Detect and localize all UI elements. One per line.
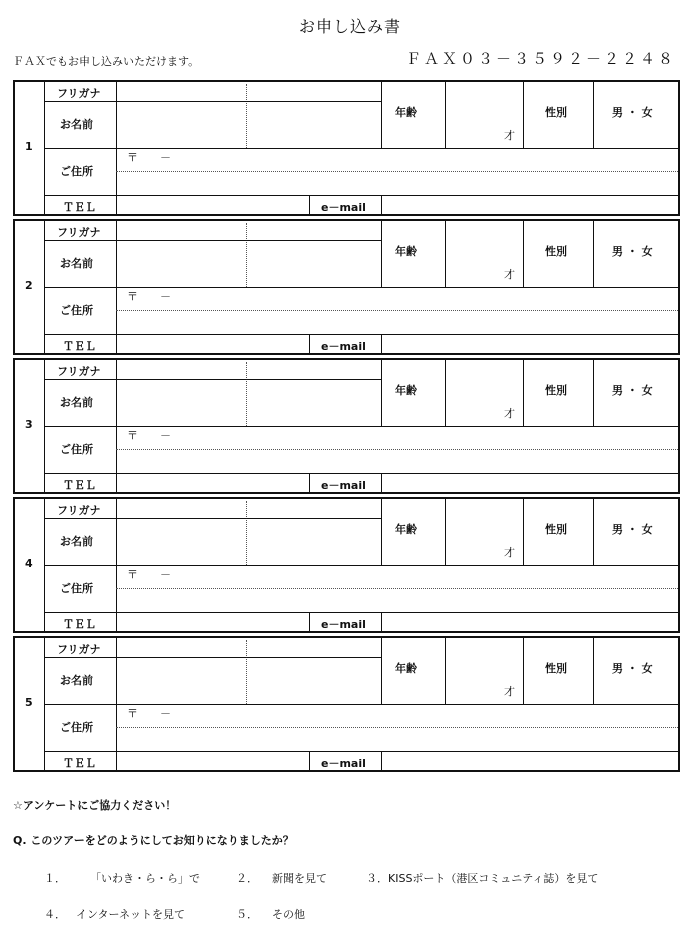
email-label: e－mail [321,340,366,353]
email-label: e－mail [321,757,366,770]
option-1-text[interactable]: 「いわき・ら・ら」で [90,872,200,885]
divider [116,310,678,311]
divider [381,82,382,149]
divider [309,612,310,631]
option-4-text[interactable]: インターネットを見て [76,908,186,921]
divider [523,82,524,149]
divider [44,518,381,519]
email-label: e－mail [321,479,366,492]
survey-heading: ☆アンケートにご協力ください！ [13,799,177,812]
divider [44,379,381,380]
divider [116,171,678,172]
gender-options[interactable]: 男 ・ 女 [612,662,653,675]
postal-mark: 〒 － [127,429,171,442]
divider [116,449,678,450]
divider [246,84,247,148]
divider [445,638,446,705]
option-3-text[interactable]: KISSポート（港区コミュニティ誌）を見て [388,872,599,885]
postal-mark: 〒 － [127,568,171,581]
postal-mark: 〒 － [127,151,171,164]
postal-mark: 〒 － [127,290,171,303]
divider [44,195,678,196]
divider [523,221,524,288]
gender-options[interactable]: 男 ・ 女 [612,384,653,397]
divider [44,751,678,752]
age-unit: 才 [504,407,515,420]
furigana-label: フリガナ [57,365,101,378]
gender-options[interactable]: 男 ・ 女 [612,245,653,258]
divider [44,334,678,335]
option-2-number: ２． [236,872,258,885]
tel-label: ＴＥＬ [63,340,96,353]
tel-label: ＴＥＬ [63,201,96,214]
divider [593,638,594,705]
divider [246,223,247,287]
age-unit: 才 [504,268,515,281]
option-5-number: ５． [236,908,258,921]
divider [381,499,382,566]
divider [381,195,382,214]
furigana-label: フリガナ [57,87,101,100]
furigana-label: フリガナ [57,226,101,239]
email-label: e－mail [321,201,366,214]
divider [381,221,382,288]
divider [116,588,678,589]
name-label: お名前 [60,118,93,131]
divider [445,82,446,149]
divider [445,360,446,427]
entry-block-4 [13,497,680,633]
name-label: お名前 [60,535,93,548]
divider [381,334,382,353]
address-label: ご住所 [60,443,93,456]
divider [381,638,382,705]
address-label: ご住所 [60,304,93,317]
divider [309,751,310,770]
divider [593,360,594,427]
tel-label: ＴＥＬ [63,757,96,770]
entry-number: 1 [25,140,33,153]
gender-label: 性別 [545,106,567,119]
age-label: 年齢 [395,106,417,119]
divider [381,360,382,427]
divider [309,473,310,492]
option-2-text[interactable]: 新聞を見て [272,872,327,885]
divider [381,612,382,631]
name-label: お名前 [60,396,93,409]
entry-block-1 [13,80,680,216]
divider [593,221,594,288]
entry-block-2 [13,219,680,355]
gender-label: 性別 [545,523,567,536]
address-label: ご住所 [60,582,93,595]
divider [593,499,594,566]
divider [445,499,446,566]
entry-number: 3 [25,418,33,431]
option-3-number: ３． [366,872,388,885]
furigana-label: フリガナ [57,504,101,517]
survey-question: Q. このツアーをどのようにしてお知りになりましたか？ [13,834,294,847]
option-4-number: ４． [44,908,66,921]
entry-block-3 [13,358,680,494]
age-label: 年齢 [395,523,417,536]
name-label: お名前 [60,674,93,687]
address-label: ご住所 [60,165,93,178]
age-unit: 才 [504,129,515,142]
entry-number: 2 [25,279,33,292]
entry-block-5 [13,636,680,772]
tel-label: ＴＥＬ [63,618,96,631]
divider [445,221,446,288]
divider [44,612,678,613]
divider [523,499,524,566]
entry-number: 4 [25,557,33,570]
divider [44,240,381,241]
tel-label: ＴＥＬ [63,479,96,492]
postal-mark: 〒 － [127,707,171,720]
age-label: 年齢 [395,662,417,675]
gender-options[interactable]: 男 ・ 女 [612,106,653,119]
divider [44,101,381,102]
divider [381,751,382,770]
gender-label: 性別 [545,662,567,675]
divider [44,657,381,658]
fax-number: ＦＡＸ０３－３５９２－２２４８ [405,50,676,68]
name-label: お名前 [60,257,93,270]
divider [593,82,594,149]
divider [309,195,310,214]
page-title: お申し込み書 [298,17,401,36]
age-label: 年齢 [395,245,417,258]
option-5-text[interactable]: その他 [272,908,305,921]
age-unit: 才 [504,685,515,698]
entry-number: 5 [25,696,33,709]
divider [523,360,524,427]
gender-options[interactable]: 男 ・ 女 [612,523,653,536]
furigana-label: フリガナ [57,643,101,656]
divider [246,362,247,426]
fax-note: ＦＡＸでもお申し込みいただけます。 [13,55,200,68]
divider [44,473,678,474]
divider [381,473,382,492]
age-label: 年齢 [395,384,417,397]
divider [309,334,310,353]
divider [246,501,247,565]
gender-label: 性別 [545,384,567,397]
age-unit: 才 [504,546,515,559]
email-label: e－mail [321,618,366,631]
divider [116,727,678,728]
divider [523,638,524,705]
gender-label: 性別 [545,245,567,258]
divider [246,640,247,704]
address-label: ご住所 [60,721,93,734]
option-1-number: １． [44,872,66,885]
